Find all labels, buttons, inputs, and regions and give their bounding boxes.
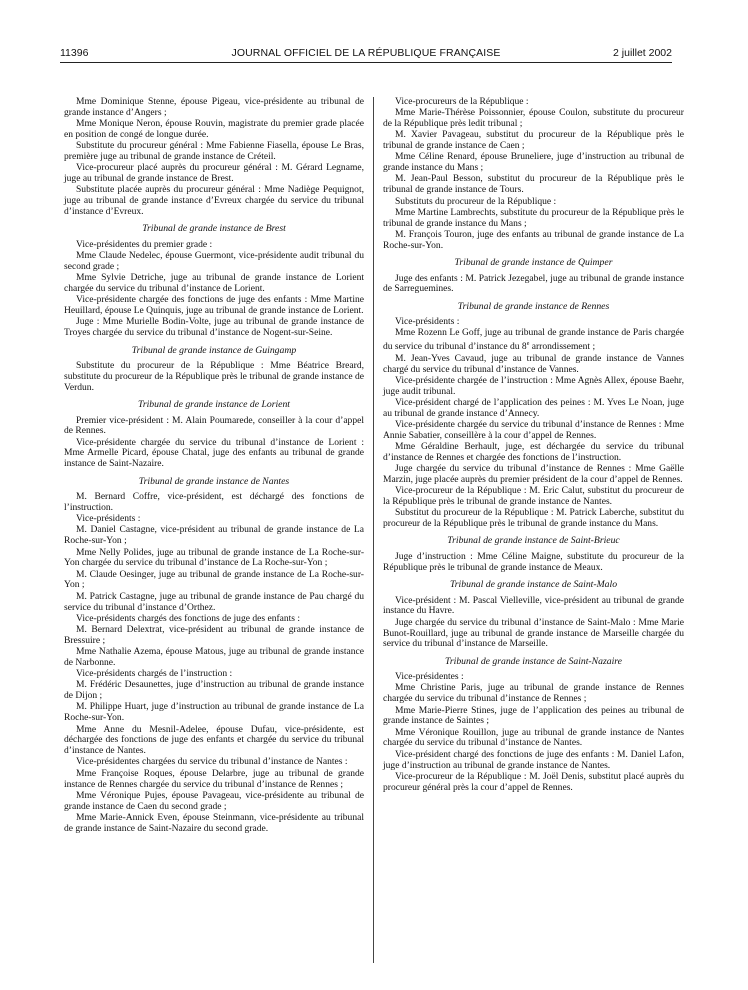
paragraph: Vice-présidentes chargées du service du tribunal d’instance de Nantes : (76, 756, 348, 768)
section-heading-saint-brieuc: Tribunal de grande instance de Saint-Brieuc (447, 535, 620, 547)
column-divider (373, 97, 374, 963)
left-column (64, 97, 364, 835)
header-rule (60, 62, 672, 63)
paragraph: Mme Monique Neron, épouse Rouvin, magistrate du premier grade placée en position de congé de longue durée. (64, 118, 364, 140)
paragraph: Vice-président : M. Pascal Vielleville, vice-président au tribunal de grande instance du Havre. (383, 594, 684, 617)
paragraph: Vice-présidents chargés de l’instruction : (76, 668, 233, 680)
paragraph: Mme Martine Lambrechts, substitute du procureur de la République près le tribunal de grande instance du Mans ; (383, 206, 684, 229)
paragraph: M. Jean-Paul Besson, substitut du procureur de la République près le tribunal de grande instance de Tours. (383, 173, 684, 196)
paragraph: Substitute du procureur de la République : Mme Béatrice Breard, substitute du procureur de la République près le tribunal de grande instance de Verdun. (64, 360, 364, 393)
paragraph: Mme Dominique Stenne, épouse Pigeau, vice-présidente au tribunal de grande instance d’Angers ; (64, 96, 364, 118)
paragraph: Substitut du procureur de la République : M. Patrick Laberche, substitut du procureur de la République près le tribunal de grande instance du Mans. (383, 507, 684, 530)
paragraph: Mme Géraldine Berhault, juge, est déchargée du service du tribunal d’instance de Rennes et chargée des fonctions de l’instruction. (383, 441, 684, 463)
paragraph: Juge des enfants : M. Patrick Jezegabel, juge au tribunal de grande instance de Sarreguemines. (383, 272, 684, 295)
paragraph: Vice-présidentes : (395, 671, 464, 683)
paragraph: Vice-présidents chargés des fonctions de juge des enfants : (76, 612, 301, 624)
paragraph: Vice-présidente chargée du service du tribunal d’instance de Rennes : Mme Annie Sabatier, conseillère à la cour d’appel de Rennes. (383, 418, 684, 441)
section-heading-saint-malo: Tribunal de grande instance de Saint-Malo (449, 579, 618, 591)
paragraph: Juge : Mme Murielle Bodin-Volte, juge au tribunal de grande instance de Troyes chargée du service du tribunal d’instance de Nogent-sur-Seine. (64, 316, 364, 339)
paragraph: Juge chargée du service du tribunal d’instance de Rennes : Mme Gaëlle Marzin, juge placée auprès du premier président de la cour d’appel de Rennes. (383, 463, 684, 485)
section-heading-nantes: Tribunal de grande instance de Nantes (138, 475, 290, 487)
paragraph: M. Philippe Huart, juge d’instruction au tribunal de grande instance de La Roche-sur-Yon. (64, 701, 364, 724)
section-heading-saint-nazaire: Tribunal de grande instance de Saint-Nazaire (445, 655, 622, 667)
paragraph (383, 328, 684, 353)
section-heading-lorient: Tribunal de grande instance de Lorient (137, 399, 291, 411)
publication-date: 2 juillet 2002 (613, 47, 672, 59)
journal-title: JOURNAL OFFICIEL DE LA RÉPUBLIQUE FRANÇAISE (231, 47, 501, 59)
paragraph: Juge chargée du service du tribunal d’instance de Saint-Malo : Mme Marie Bunot-Rouillard, juge au tribunal de grande instance de Marseille chargée du service du tribunal d’instance de Marseille. (383, 616, 684, 650)
section-heading-brest: Tribunal de grande instance de Brest (142, 223, 286, 235)
paragraph: M. Frédéric Desaunettes, juge d’instruction au tribunal de grande instance de Dijon ; (64, 679, 364, 702)
paragraph: M. Xavier Pavageau, substitut du procureur de la République près le tribunal de grande instance de Caen ; (383, 129, 684, 152)
paragraph: Vice-procureurs de la République : (395, 96, 529, 107)
paragraph: M. Daniel Castagne, vice-président au tribunal de grande instance de La Roche-sur-Yon ; (64, 524, 364, 547)
superscript: e (526, 341, 530, 348)
paragraph: M. Claude Oesinger, juge au tribunal de grande instance de La Roche-sur-Yon ; (64, 568, 364, 591)
paragraph: Vice-procureur placé auprès du procureur général : M. Gérard Legname, juge au tribunal de grande instance de Brest. (64, 162, 364, 185)
paragraph: Mme Christine Paris, juge au tribunal de grande instance de Rennes chargée du service du tribunal d’instance de Rennes ; (383, 682, 684, 705)
paragraph: Vice-procureur de la République : M. Joël Denis, substitut placé auprès du procureur général près la cour d’appel de Rennes. (383, 770, 684, 793)
text-fragment: arrondissement ; (529, 341, 596, 353)
paragraph: Mme Nelly Polides, juge au tribunal de grande instance de La Roche-sur-Yon chargée du service du tribunal d’instance de La Roche-sur-Yon ; (64, 546, 364, 569)
paragraph: Mme Céline Renard, épouse Bruneliere, juge d’instruction au tribunal de grande instance du Mans ; (383, 151, 684, 174)
section-heading-quimper: Tribunal de grande instance de Quimper (454, 257, 613, 269)
paragraph: M. Patrick Castagne, juge au tribunal de grande instance de Pau chargé du service du tribunal d’instance d’Orthez. (64, 590, 364, 613)
paragraph: M. Jean-Yves Cavaud, juge au tribunal de grande instance de Vannes chargé du service du tribunal d’instance de Vannes. (383, 352, 684, 375)
paragraph: Vice-présidents : (76, 513, 141, 525)
paragraph: Mme Nathalie Azema, épouse Matous, juge au tribunal de grande instance de Narbonne. (64, 646, 364, 668)
paragraph: Premier vice-président : M. Alain Poumarede, conseiller à la cour d’appel de Rennes. (64, 414, 364, 437)
paragraph: Mme Marie-Pierre Stines, juge de l’application des peines au tribunal de grande instance de Saintes ; (383, 704, 684, 727)
paragraph: Mme Anne du Mesnil-Adelee, épouse Dufau, vice-présidente, est déchargée des fonctions de juge des enfants et chargée du service du tribunal d’instance de Nantes. (64, 723, 364, 757)
paragraph: Substitute placée auprès du procureur général : Mme Nadiège Pequignot, juge au tribunal de grande instance d’Evreux chargée du service du tribunal d’instance d’Evreux. (64, 184, 364, 217)
paragraph: Mme Véronique Pujes, épouse Pavageau, vice-présidente au tribunal de grande instance de Caen du second grade ; (64, 789, 364, 812)
paragraph: M. Bernard Delextrat, vice-président au tribunal de grande instance de Bressuire ; (64, 624, 364, 646)
section-heading-rennes: Tribunal de grande instance de Rennes (457, 300, 610, 312)
paragraph: Substitute du procureur général : Mme Fabienne Fiasella, épouse Le Bras, première juge au tribunal de grande instance de Créteil. (64, 140, 364, 162)
paragraph: Mme Claude Nedelec, épouse Guermont, vice-présidente audit tribunal du second grade ; (64, 250, 364, 272)
paragraph: Substituts du procureur de la République : (395, 195, 557, 207)
section-heading-guingamp: Tribunal de grande instance de Guingamp (131, 344, 297, 356)
paragraph: Vice-président chargé de l’application des peines : M. Yves Le Noan, juge au tribunal de grande instance d’Annecy. (383, 396, 684, 419)
page-number: 11396 (60, 47, 89, 59)
paragraph: Mme Sylvie Detriche, juge au tribunal de grande instance de Lorient chargée du service du tribunal d’instance de Lorient. (64, 272, 364, 294)
paragraph: Vice-présidentes du premier grade : (76, 238, 213, 250)
paragraph: Vice-président chargé des fonctions de juge des enfants : M. Daniel Lafon, juge d’instruction au tribunal de grande instance de Nantes. (383, 748, 684, 771)
paragraph: Vice-présidente chargée de l’instruction : Mme Agnès Allex, épouse Baehr, juge audit tribunal. (383, 374, 684, 397)
paragraph: Mme Marie-Thérèse Poissonnier, épouse Coulon, substitute du procureur de la République près ledit tribunal ; (383, 107, 684, 130)
paragraph: Mme Véronique Rouillon, juge au tribunal de grande instance de Nantes chargée du service du tribunal d’instance de Nantes. (383, 726, 684, 749)
paragraph: Vice-présidents : (395, 316, 460, 328)
page-header (60, 44, 672, 64)
text-fragment: Mme Rozenn Le Goff, juge au tribunal de grande instance de Paris chargée du service du tribunal d’instance du 8 (383, 327, 684, 353)
paragraph: M. Bernard Coffre, vice-président, est déchargé des fonctions de l’instruction. (64, 491, 364, 513)
paragraph: Vice-présidente chargée des fonctions de juge des enfants : Mme Martine Heuillard, épouse Le Quinquis, juge au tribunal de grande instance de Lorient. (64, 294, 364, 317)
paragraph: Vice-présidente chargée du service du tribunal d’instance de Lorient : Mme Armelle Picard, épouse Chatal, juge des enfants au tribunal de grande instance de Saint-Nazaire. (64, 436, 364, 470)
paragraph: Mme Françoise Roques, épouse Delarbre, juge au tribunal de grande instance de Rennes chargée du service du tribunal d’instance de Rennes ; (64, 767, 364, 790)
paragraph: Vice-procureur de la République : M. Eric Calut, substitut du procureur de la République près le tribunal de grande instance de Nantes. (383, 485, 684, 508)
right-column (383, 97, 684, 794)
paragraph: Juge d’instruction : Mme Céline Maigne, substitute du procureur de la République près le tribunal de grande instance de Meaux. (383, 550, 684, 573)
paragraph: Mme Marie-Annick Even, épouse Steinmann, vice-présidente au tribunal de grande instance de Saint-Nazaire du second grade. (64, 811, 364, 834)
paragraph: M. François Touron, juge des enfants au tribunal de grande instance de La Roche-sur-Yon. (383, 228, 684, 251)
